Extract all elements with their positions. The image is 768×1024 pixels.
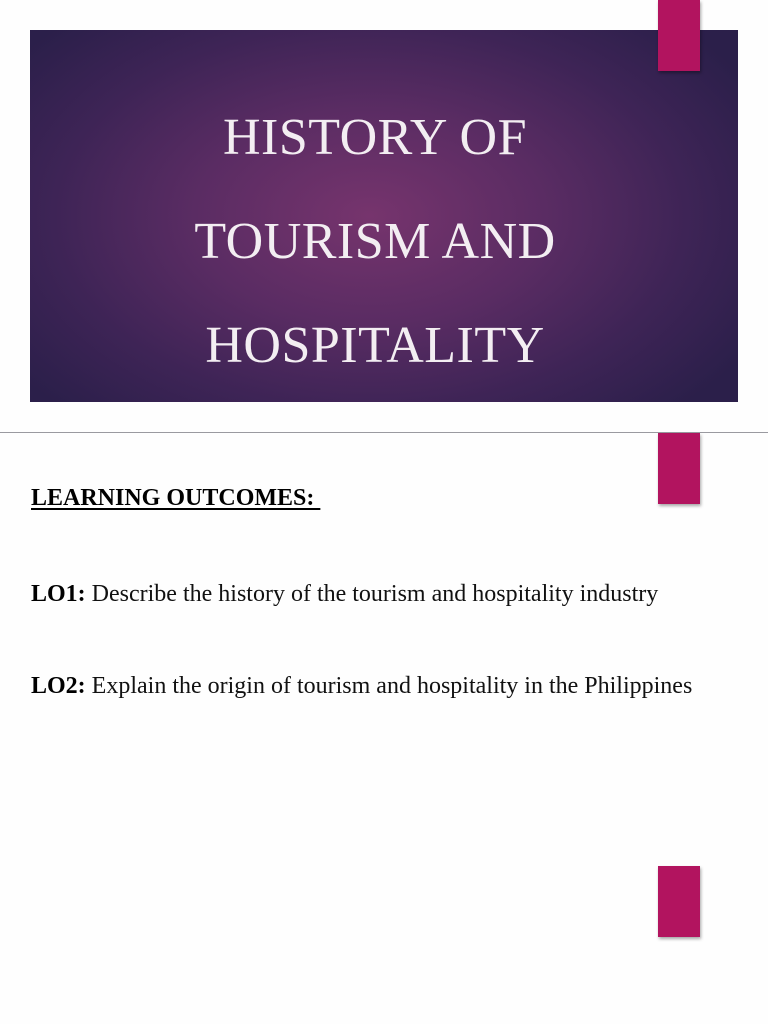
- accent-bar: [658, 433, 700, 504]
- accent-bar: [658, 0, 700, 71]
- outcome-code: LO2:: [31, 673, 86, 699]
- learning-outcomes-heading: LEARNING OUTCOMES:: [31, 485, 321, 511]
- accent-bar: [658, 866, 700, 937]
- learning-outcome-item: [31, 571, 731, 617]
- learning-outcome-item: [31, 663, 731, 709]
- title-slide: [0, 0, 768, 432]
- slide-title: [0, 86, 750, 398]
- outcome-text: Describe the history of the tourism and hospitality industry: [91, 581, 659, 607]
- outcome-code: LO1:: [31, 581, 86, 607]
- learning-outcomes-slide: [0, 433, 768, 1024]
- title-line-2: TOURISM AND: [194, 213, 556, 270]
- title-line-3: HOSPITALITY: [205, 317, 545, 374]
- outcome-text: Explain the origin of tourism and hospitality in the Philippines: [91, 673, 693, 699]
- title-line-1: HISTORY OF: [222, 109, 528, 166]
